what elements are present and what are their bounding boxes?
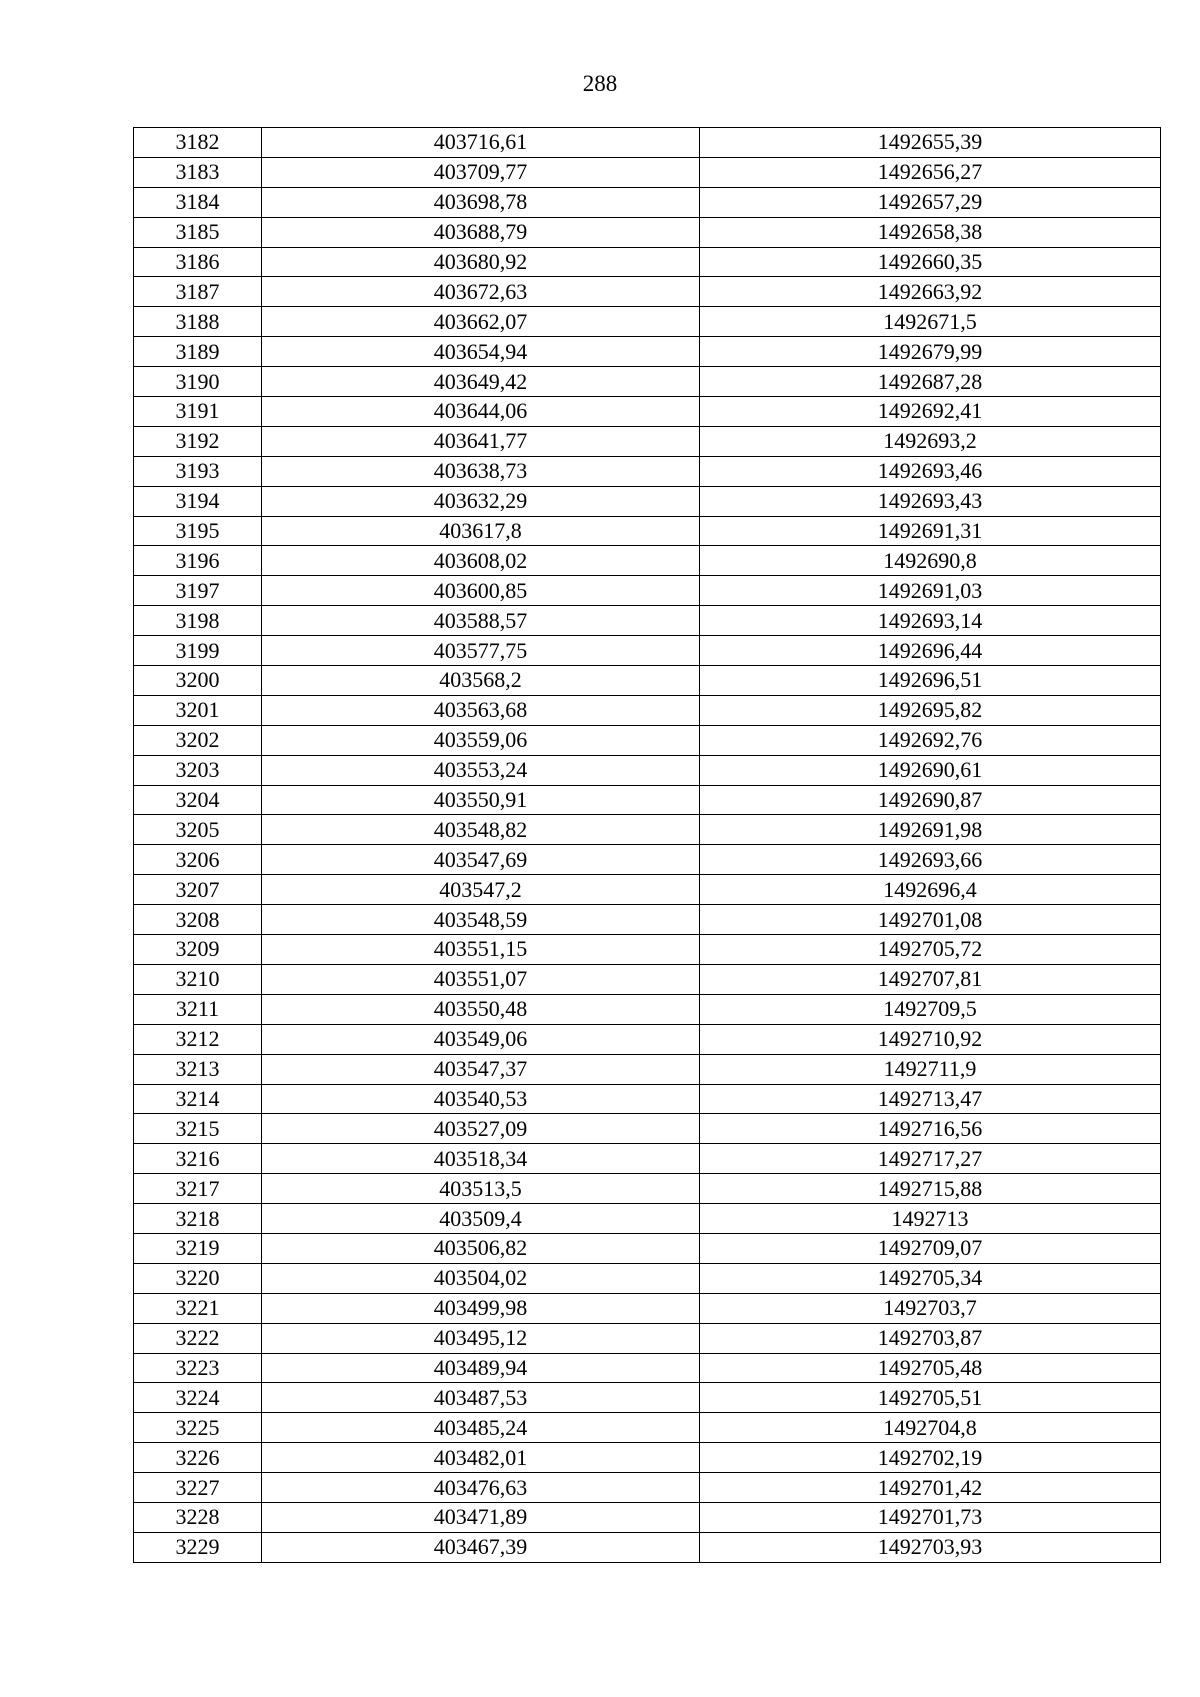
point-number-cell: 3225 <box>134 1413 262 1443</box>
table-row <box>134 1293 1161 1323</box>
y-coordinate-cell: 1492711,9 <box>700 1054 1161 1084</box>
table-row <box>134 397 1161 427</box>
x-coordinate-cell: 403641,77 <box>262 426 700 456</box>
table-row <box>134 546 1161 576</box>
table-row <box>134 1114 1161 1144</box>
x-coordinate-cell: 403467,39 <box>262 1532 700 1562</box>
y-coordinate-cell: 1492660,35 <box>700 247 1161 277</box>
table-row <box>134 247 1161 277</box>
point-number-cell: 3201 <box>134 695 262 725</box>
table-row <box>134 815 1161 845</box>
x-coordinate-cell: 403644,06 <box>262 397 700 427</box>
x-coordinate-cell: 403527,09 <box>262 1114 700 1144</box>
x-coordinate-cell: 403471,89 <box>262 1502 700 1532</box>
x-coordinate-cell: 403550,48 <box>262 994 700 1024</box>
point-number-cell: 3228 <box>134 1502 262 1532</box>
point-number-cell: 3217 <box>134 1174 262 1204</box>
point-number-cell: 3215 <box>134 1114 262 1144</box>
point-number-cell: 3212 <box>134 1024 262 1054</box>
y-coordinate-cell: 1492701,42 <box>700 1473 1161 1503</box>
y-coordinate-cell: 1492713,47 <box>700 1084 1161 1114</box>
point-number-cell: 3209 <box>134 935 262 965</box>
table-row <box>134 307 1161 337</box>
point-number-cell: 3193 <box>134 456 262 486</box>
table-row <box>134 606 1161 636</box>
table-row <box>134 187 1161 217</box>
x-coordinate-cell: 403680,92 <box>262 247 700 277</box>
x-coordinate-cell: 403698,78 <box>262 187 700 217</box>
y-coordinate-cell: 1492705,72 <box>700 935 1161 965</box>
y-coordinate-cell: 1492692,41 <box>700 397 1161 427</box>
table-row <box>134 1024 1161 1054</box>
y-coordinate-cell: 1492657,29 <box>700 187 1161 217</box>
x-coordinate-cell: 403547,37 <box>262 1054 700 1084</box>
table-row <box>134 486 1161 516</box>
point-number-cell: 3202 <box>134 725 262 755</box>
table-row <box>134 456 1161 486</box>
y-coordinate-cell: 1492691,31 <box>700 516 1161 546</box>
point-number-cell: 3210 <box>134 964 262 994</box>
x-coordinate-cell: 403540,53 <box>262 1084 700 1114</box>
y-coordinate-cell: 1492696,44 <box>700 636 1161 666</box>
table-row <box>134 277 1161 307</box>
point-number-cell: 3197 <box>134 576 262 606</box>
y-coordinate-cell: 1492690,87 <box>700 785 1161 815</box>
point-number-cell: 3190 <box>134 367 262 397</box>
y-coordinate-cell: 1492671,5 <box>700 307 1161 337</box>
y-coordinate-cell: 1492693,66 <box>700 845 1161 875</box>
x-coordinate-cell: 403551,07 <box>262 964 700 994</box>
y-coordinate-cell: 1492692,76 <box>700 725 1161 755</box>
table-row <box>134 426 1161 456</box>
x-coordinate-cell: 403547,69 <box>262 845 700 875</box>
y-coordinate-cell: 1492695,82 <box>700 695 1161 725</box>
table-row <box>134 1323 1161 1353</box>
table-row <box>134 935 1161 965</box>
point-number-cell: 3222 <box>134 1323 262 1353</box>
x-coordinate-cell: 403547,2 <box>262 875 700 905</box>
x-coordinate-cell: 403506,82 <box>262 1233 700 1263</box>
y-coordinate-cell: 1492658,38 <box>700 217 1161 247</box>
table-row <box>134 1204 1161 1234</box>
x-coordinate-cell: 403600,85 <box>262 576 700 606</box>
table-row <box>134 875 1161 905</box>
table-row <box>134 636 1161 666</box>
table-row <box>134 845 1161 875</box>
x-coordinate-cell: 403553,24 <box>262 755 700 785</box>
table-row <box>134 1144 1161 1174</box>
x-coordinate-cell: 403568,2 <box>262 666 700 696</box>
point-number-cell: 3206 <box>134 845 262 875</box>
table-row <box>134 994 1161 1024</box>
y-coordinate-cell: 1492703,87 <box>700 1323 1161 1353</box>
coordinates-table-body <box>134 128 1161 1563</box>
x-coordinate-cell: 403509,4 <box>262 1204 700 1234</box>
point-number-cell: 3213 <box>134 1054 262 1084</box>
x-coordinate-cell: 403495,12 <box>262 1323 700 1353</box>
point-number-cell: 3189 <box>134 337 262 367</box>
y-coordinate-cell: 1492707,81 <box>700 964 1161 994</box>
point-number-cell: 3194 <box>134 486 262 516</box>
x-coordinate-cell: 403499,98 <box>262 1293 700 1323</box>
x-coordinate-cell: 403654,94 <box>262 337 700 367</box>
x-coordinate-cell: 403649,42 <box>262 367 700 397</box>
table-row <box>134 725 1161 755</box>
y-coordinate-cell: 1492705,34 <box>700 1263 1161 1293</box>
table-row <box>134 367 1161 397</box>
point-number-cell: 3205 <box>134 815 262 845</box>
y-coordinate-cell: 1492693,46 <box>700 456 1161 486</box>
point-number-cell: 3186 <box>134 247 262 277</box>
point-number-cell: 3216 <box>134 1144 262 1174</box>
point-number-cell: 3182 <box>134 128 262 158</box>
x-coordinate-cell: 403638,73 <box>262 456 700 486</box>
point-number-cell: 3196 <box>134 546 262 576</box>
point-number-cell: 3185 <box>134 217 262 247</box>
y-coordinate-cell: 1492690,8 <box>700 546 1161 576</box>
point-number-cell: 3183 <box>134 157 262 187</box>
x-coordinate-cell: 403518,34 <box>262 1144 700 1174</box>
y-coordinate-cell: 1492713 <box>700 1204 1161 1234</box>
point-number-cell: 3223 <box>134 1353 262 1383</box>
table-row <box>134 1353 1161 1383</box>
point-number-cell: 3220 <box>134 1263 262 1293</box>
point-number-cell: 3221 <box>134 1293 262 1323</box>
table-row <box>134 905 1161 935</box>
y-coordinate-cell: 1492679,99 <box>700 337 1161 367</box>
y-coordinate-cell: 1492716,56 <box>700 1114 1161 1144</box>
y-coordinate-cell: 1492709,5 <box>700 994 1161 1024</box>
y-coordinate-cell: 1492705,48 <box>700 1353 1161 1383</box>
x-coordinate-cell: 403504,02 <box>262 1263 700 1293</box>
y-coordinate-cell: 1492696,51 <box>700 666 1161 696</box>
y-coordinate-cell: 1492656,27 <box>700 157 1161 187</box>
x-coordinate-cell: 403716,61 <box>262 128 700 158</box>
point-number-cell: 3192 <box>134 426 262 456</box>
point-number-cell: 3211 <box>134 994 262 1024</box>
y-coordinate-cell: 1492709,07 <box>700 1233 1161 1263</box>
point-number-cell: 3208 <box>134 905 262 935</box>
table-row <box>134 1233 1161 1263</box>
point-number-cell: 3184 <box>134 187 262 217</box>
x-coordinate-cell: 403549,06 <box>262 1024 700 1054</box>
table-row <box>134 755 1161 785</box>
y-coordinate-cell: 1492717,27 <box>700 1144 1161 1174</box>
table-row <box>134 1054 1161 1084</box>
point-number-cell: 3199 <box>134 636 262 666</box>
table-row <box>134 785 1161 815</box>
point-number-cell: 3195 <box>134 516 262 546</box>
table-row <box>134 1413 1161 1443</box>
x-coordinate-cell: 403487,53 <box>262 1383 700 1413</box>
x-coordinate-cell: 403485,24 <box>262 1413 700 1443</box>
y-coordinate-cell: 1492701,73 <box>700 1502 1161 1532</box>
point-number-cell: 3204 <box>134 785 262 815</box>
y-coordinate-cell: 1492710,92 <box>700 1024 1161 1054</box>
point-number-cell: 3227 <box>134 1473 262 1503</box>
x-coordinate-cell: 403550,91 <box>262 785 700 815</box>
y-coordinate-cell: 1492663,92 <box>700 277 1161 307</box>
table-row <box>134 337 1161 367</box>
table-row <box>134 1263 1161 1293</box>
x-coordinate-cell: 403709,77 <box>262 157 700 187</box>
point-number-cell: 3200 <box>134 666 262 696</box>
x-coordinate-cell: 403608,02 <box>262 546 700 576</box>
point-number-cell: 3229 <box>134 1532 262 1562</box>
x-coordinate-cell: 403482,01 <box>262 1443 700 1473</box>
point-number-cell: 3219 <box>134 1233 262 1263</box>
table-row <box>134 1502 1161 1532</box>
y-coordinate-cell: 1492703,7 <box>700 1293 1161 1323</box>
table-row <box>134 1174 1161 1204</box>
point-number-cell: 3207 <box>134 875 262 905</box>
table-row <box>134 695 1161 725</box>
x-coordinate-cell: 403588,57 <box>262 606 700 636</box>
table-row <box>134 157 1161 187</box>
x-coordinate-cell: 403672,63 <box>262 277 700 307</box>
x-coordinate-cell: 403489,94 <box>262 1353 700 1383</box>
table-row <box>134 1532 1161 1562</box>
table-row <box>134 666 1161 696</box>
point-number-cell: 3187 <box>134 277 262 307</box>
point-number-cell: 3226 <box>134 1443 262 1473</box>
x-coordinate-cell: 403551,15 <box>262 935 700 965</box>
x-coordinate-cell: 403513,5 <box>262 1174 700 1204</box>
page-number: 288 <box>582 71 618 96</box>
y-coordinate-cell: 1492715,88 <box>700 1174 1161 1204</box>
y-coordinate-cell: 1492687,28 <box>700 367 1161 397</box>
y-coordinate-cell: 1492701,08 <box>700 905 1161 935</box>
point-number-cell: 3191 <box>134 397 262 427</box>
y-coordinate-cell: 1492693,2 <box>700 426 1161 456</box>
y-coordinate-cell: 1492696,4 <box>700 875 1161 905</box>
point-number-cell: 3198 <box>134 606 262 636</box>
point-number-cell: 3218 <box>134 1204 262 1234</box>
y-coordinate-cell: 1492691,03 <box>700 576 1161 606</box>
x-coordinate-cell: 403617,8 <box>262 516 700 546</box>
y-coordinate-cell: 1492690,61 <box>700 755 1161 785</box>
y-coordinate-cell: 1492704,8 <box>700 1413 1161 1443</box>
y-coordinate-cell: 1492693,14 <box>700 606 1161 636</box>
y-coordinate-cell: 1492702,19 <box>700 1443 1161 1473</box>
table-row <box>134 576 1161 606</box>
x-coordinate-cell: 403688,79 <box>262 217 700 247</box>
y-coordinate-cell: 1492693,43 <box>700 486 1161 516</box>
table-row <box>134 516 1161 546</box>
x-coordinate-cell: 403577,75 <box>262 636 700 666</box>
coordinates-table <box>133 127 1161 1563</box>
x-coordinate-cell: 403559,06 <box>262 725 700 755</box>
point-number-cell: 3214 <box>134 1084 262 1114</box>
x-coordinate-cell: 403548,82 <box>262 815 700 845</box>
table-row <box>134 128 1161 158</box>
point-number-cell: 3224 <box>134 1383 262 1413</box>
x-coordinate-cell: 403632,29 <box>262 486 700 516</box>
y-coordinate-cell: 1492703,93 <box>700 1532 1161 1562</box>
point-number-cell: 3188 <box>134 307 262 337</box>
y-coordinate-cell: 1492691,98 <box>700 815 1161 845</box>
table-row <box>134 964 1161 994</box>
y-coordinate-cell: 1492655,39 <box>700 128 1161 158</box>
table-row <box>134 1473 1161 1503</box>
point-number-cell: 3203 <box>134 755 262 785</box>
x-coordinate-cell: 403548,59 <box>262 905 700 935</box>
table-row <box>134 1383 1161 1413</box>
table-row <box>134 1443 1161 1473</box>
x-coordinate-cell: 403476,63 <box>262 1473 700 1503</box>
x-coordinate-cell: 403563,68 <box>262 695 700 725</box>
table-row <box>134 1084 1161 1114</box>
table-row <box>134 217 1161 247</box>
y-coordinate-cell: 1492705,51 <box>700 1383 1161 1413</box>
x-coordinate-cell: 403662,07 <box>262 307 700 337</box>
